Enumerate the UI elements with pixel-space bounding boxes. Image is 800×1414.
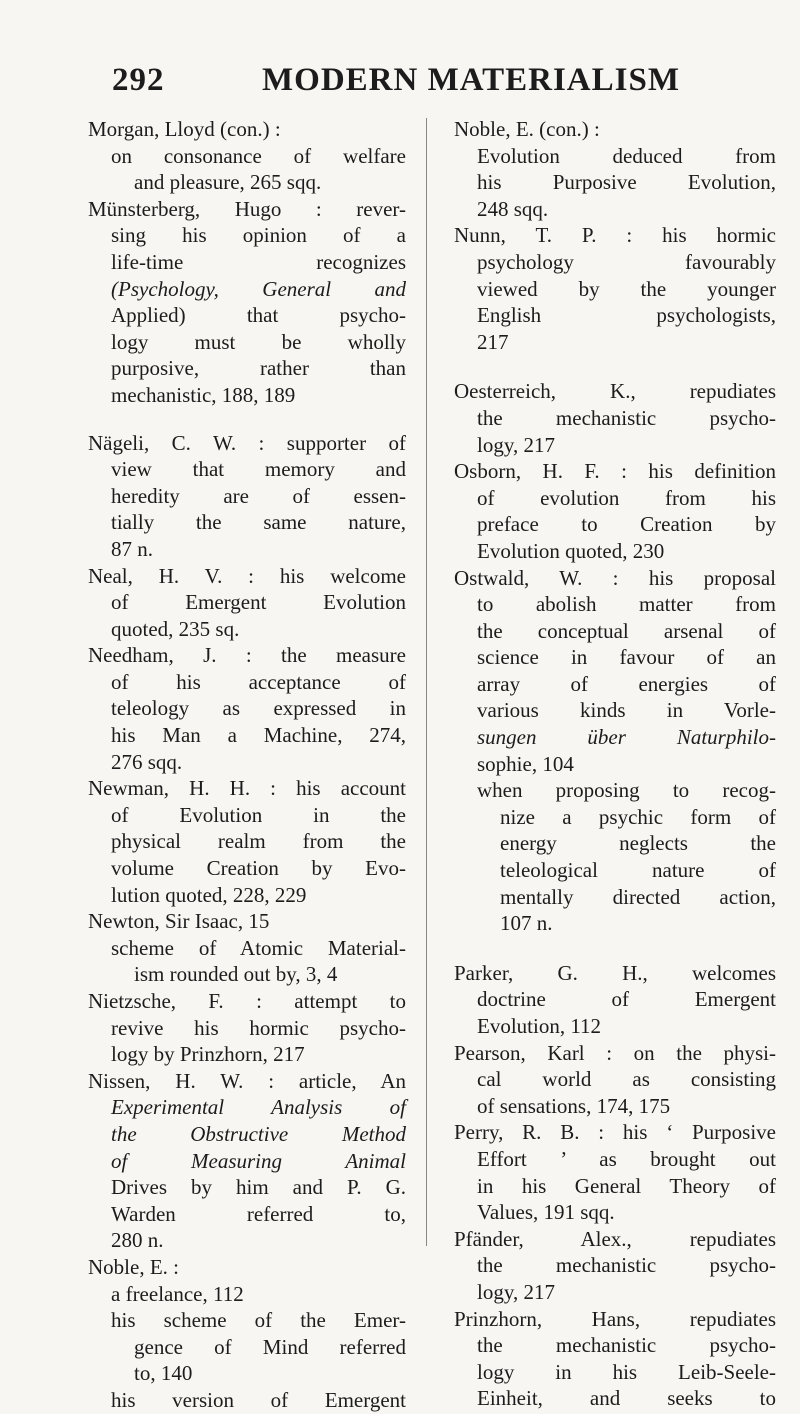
index-line: to, 140 (134, 1361, 193, 1386)
index-line: Noble, E. (con.) : (454, 117, 600, 141)
index-line: viewed by the younger (477, 276, 776, 301)
index-line: cal world as consisting (477, 1067, 776, 1092)
index-line: doctrine of Emergent (477, 987, 776, 1012)
index-line: view that memory and (111, 457, 406, 482)
index-line: Einheit, and seeks to (477, 1386, 776, 1411)
index-line: Effort ’ as brought out (477, 1146, 776, 1171)
index-line: Münsterberg, Hugo : rever- (88, 196, 406, 221)
index-entry (88, 1068, 406, 1254)
index-line: logy by Prinzhorn, 217 (111, 1042, 305, 1067)
index-entry (454, 1040, 776, 1120)
index-line: Osborn, H. F. : his definition (454, 459, 776, 484)
index-line: array of energies of (477, 671, 776, 696)
index-entry (88, 642, 406, 775)
index-line: Newton, Sir Isaac, 15 (88, 909, 270, 934)
index-line: 217 (477, 329, 509, 354)
index-entry (454, 565, 776, 778)
index-line: of sensations, 174, 175 (477, 1093, 671, 1118)
index-column-right (454, 116, 776, 1412)
index-line: teleological nature of (500, 858, 776, 883)
index-line: and pleasure, 265 sqq. (134, 170, 322, 195)
index-line: the mechanistic psycho- (477, 405, 776, 430)
index-entry (454, 116, 776, 143)
index-line: English psychologists, (477, 303, 776, 328)
index-line: science in favour of an (477, 645, 776, 670)
index-line: of Measuring Animal (111, 1148, 406, 1173)
index-subentry (454, 777, 776, 937)
index-line: Drives by him and P. G. (111, 1175, 406, 1200)
index-line: life-time recognizes (111, 249, 406, 274)
index-subentry (88, 1307, 406, 1387)
index-line: Evolution, 112 (477, 1014, 602, 1038)
index-line: 107 n. (500, 911, 553, 936)
index-line: 280 n. (111, 1228, 164, 1253)
index-line: ism rounded out by, 3, 4 (134, 962, 338, 987)
index-line: logy, 217 (477, 1279, 555, 1304)
index-line: of evolution from his (477, 485, 776, 510)
index-entry (88, 116, 406, 143)
index-subentry (88, 1387, 406, 1414)
index-line: preface to Creation by (477, 512, 776, 537)
index-line: mentally directed action, (500, 884, 776, 909)
index-line: his version of Emergent (111, 1387, 406, 1412)
index-line: gence of Mind referred (134, 1334, 406, 1359)
index-line: in his General Theory of (477, 1173, 776, 1198)
index-line: Experimental Analysis of (111, 1095, 406, 1120)
index-entry (454, 1119, 776, 1225)
index-line: sophie, 104 (477, 751, 574, 776)
index-entry (454, 378, 776, 458)
index-subentry (454, 143, 776, 223)
index-entry (454, 960, 776, 1040)
index-line: Perry, R. B. : his ‘ Purposive (454, 1120, 776, 1145)
index-line: logy in his Leib-Seele- (477, 1359, 776, 1384)
index-line: Morgan, Lloyd (con.) : (88, 117, 281, 141)
index-entry (88, 988, 406, 1068)
index-line: the mechanistic psycho- (477, 1333, 776, 1358)
index-entry (88, 196, 406, 409)
index-line: lution quoted, 228, 229 (111, 882, 307, 907)
index-line: Nunn, T. P. : his hormic (454, 223, 776, 248)
index-line: sing his opinion of a (111, 223, 406, 248)
index-subentry (88, 935, 406, 988)
index-entry (88, 563, 406, 643)
index-line: of Evolution in the (111, 802, 406, 827)
index-entry (454, 1226, 776, 1306)
index-entry (454, 458, 776, 564)
index-line: of his acceptance of (111, 669, 406, 694)
index-subentry (88, 143, 406, 196)
index-line: on consonance of welfare (111, 143, 406, 168)
index-line: Nissen, H. W. : article, An (88, 1068, 406, 1093)
page-number: 292 (112, 62, 165, 98)
index-line: Warden referred to, (111, 1201, 406, 1226)
index-line: (Psychology, General and (111, 276, 406, 301)
index-line: Nietzsche, F. : attempt to (88, 989, 406, 1013)
index-line: Evolution deduced from (477, 143, 776, 168)
index-line: energy neglects the (500, 831, 776, 856)
index-line: 87 n. (111, 536, 153, 561)
index-line: Pfänder, Alex., repudiates (454, 1226, 776, 1251)
index-line: the mechanistic psycho- (477, 1253, 776, 1278)
index-line: logy must be wholly (111, 329, 406, 354)
index-line: Neal, H. V. : his welcome (88, 563, 406, 588)
index-line: Newman, H. H. : his account (88, 776, 406, 801)
index-line: Ostwald, W. : his proposal (454, 565, 776, 590)
column-divider (426, 118, 427, 1246)
index-line: Values, 191 sqq. (477, 1200, 615, 1225)
index-line: heredity are of essen- (111, 483, 406, 508)
index-line: the conceptual arsenal of (477, 618, 776, 643)
index-line: Oesterreich, K., repudiates (454, 379, 776, 404)
index-line: Applied) that psycho- (111, 303, 406, 328)
index-line: nize a psychic form of (500, 804, 776, 829)
index-line: to abolish matter from (477, 592, 776, 617)
index-line: various kinds in Vorle- (477, 698, 776, 723)
page-header (0, 62, 800, 106)
index-line: mechanistic, 188, 189 (111, 382, 296, 407)
index-entry (454, 1306, 776, 1412)
index-line: tially the same nature, (111, 510, 406, 535)
index-line: his scheme of the Emer- (111, 1308, 406, 1333)
index-line: his Purposive Evolution, (477, 170, 776, 195)
index-line: scheme of Atomic Material- (111, 935, 406, 960)
index-entry (88, 908, 406, 935)
index-line: Needham, J. : the measure (88, 643, 406, 668)
index-line: logy, 217 (477, 432, 555, 457)
index-line: 248 sqq. (477, 196, 549, 221)
index-line: when proposing to recog- (477, 778, 776, 803)
index-entry (88, 430, 406, 563)
index-entry (454, 222, 776, 355)
index-line: a freelance, 112 (111, 1281, 244, 1306)
index-line: psychology favourably (477, 249, 776, 274)
index-line: volume Creation by Evo- (111, 856, 406, 881)
index-line: teleology as expressed in (111, 696, 406, 721)
index-line: 276 sqq. (111, 749, 183, 774)
index-line: the Obstructive Method (111, 1121, 406, 1146)
index-line: Nägeli, C. W. : supporter of (88, 430, 406, 455)
index-line: his Man a Machine, 274, (111, 723, 406, 748)
index-entry (88, 1254, 406, 1281)
index-line: sungen über Naturphilo- (477, 725, 776, 750)
index-line: physical realm from the (111, 829, 406, 854)
running-head: MODERN MATERIALISM (262, 62, 680, 98)
index-entry (88, 775, 406, 908)
index-line: revive his hormic psycho- (111, 1015, 406, 1040)
index-line: Parker, G. H., welcomes (454, 960, 776, 985)
index-column-left (88, 116, 406, 1414)
index-subentry (88, 1281, 406, 1308)
index-line: Noble, E. : (88, 1254, 179, 1279)
index-line: purposive, rather than (111, 356, 406, 381)
index-line: Pearson, Karl : on the physi- (454, 1040, 776, 1065)
index-line: Prinzhorn, Hans, repudiates (454, 1306, 776, 1331)
index-line: of Emergent Evolution (111, 590, 406, 615)
index-line: quoted, 235 sq. (111, 616, 240, 641)
index-line: Evolution quoted, 230 (477, 538, 665, 563)
